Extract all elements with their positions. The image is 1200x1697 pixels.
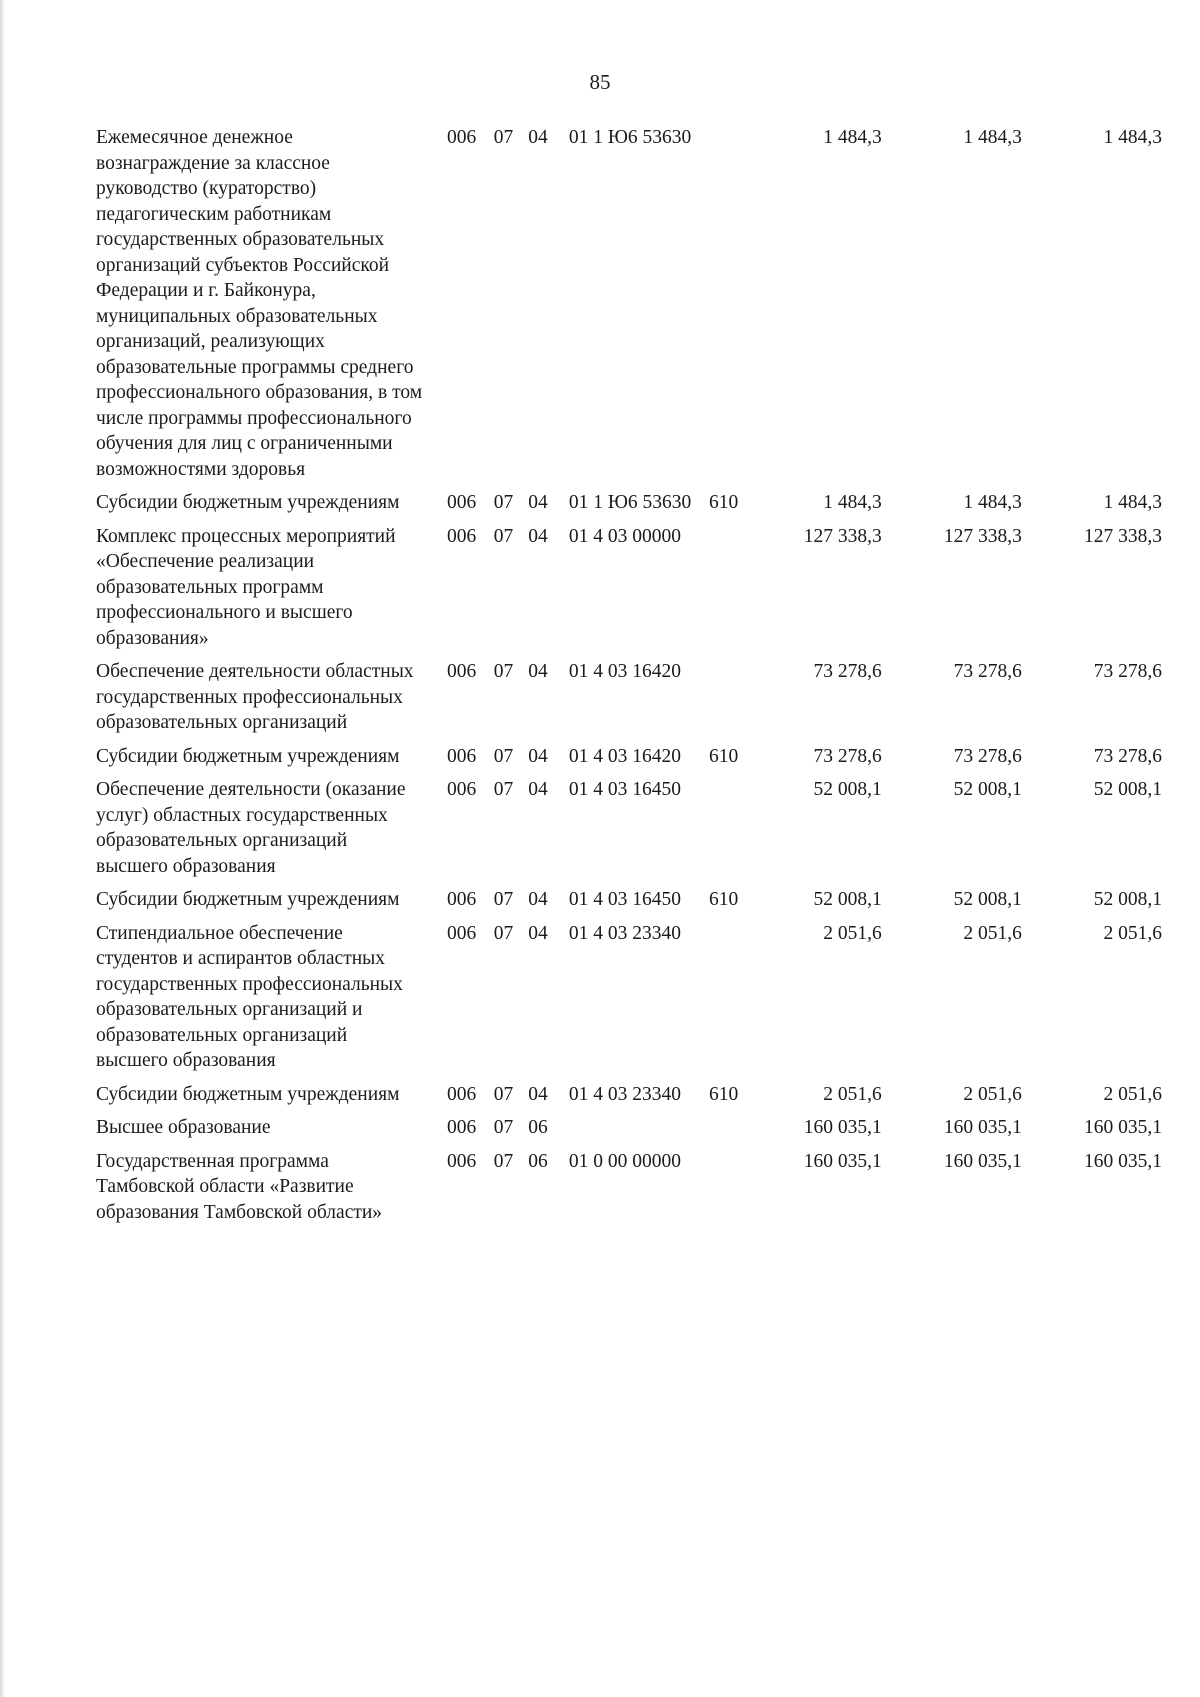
row-amount-year-3: 127 338,3 — [1084, 525, 1162, 547]
scan-edge-decoration — [0, 0, 5, 1697]
row-amount-year-2: 52 008,1 — [953, 889, 1022, 910]
row-subsection-code: 06 — [528, 1117, 548, 1138]
row-subsection-code: 04 — [528, 779, 548, 800]
row-amount-year-3: 1 484,3 — [1103, 492, 1162, 513]
table-row — [96, 1082, 1166, 1116]
row-subsection-code: 04 — [528, 525, 548, 547]
row-expense-type-code: 610 — [708, 492, 739, 513]
row-amount-year-2: 73 278,6 — [953, 745, 1022, 767]
table-row — [96, 1115, 1166, 1149]
row-ved-code: 006 — [447, 745, 477, 767]
row-amount-year-1: 160 035,1 — [803, 1150, 882, 1172]
row-amount-year-3: 160 035,1 — [1084, 1117, 1162, 1138]
table-row — [96, 777, 1166, 887]
table-row — [96, 659, 1166, 744]
row-expense-type-code — [697, 524, 746, 660]
row-amount-year-2: 1 484,3 — [963, 127, 1022, 148]
table-row — [96, 125, 1166, 490]
row-target-article-code: 01 1 Ю6 53630 — [568, 127, 692, 148]
row-amount-year-1: 73 278,6 — [813, 661, 882, 682]
row-expense-type-code: 610 — [708, 1083, 739, 1105]
row-amount-year-2: 52 008,1 — [953, 779, 1022, 800]
row-amount-year-1: 52 008,1 — [813, 779, 882, 800]
row-subsection-code: 04 — [528, 661, 548, 682]
row-ved-code: 006 — [447, 1083, 477, 1105]
row-section-code: 07 — [493, 492, 514, 513]
row-ved-code: 006 — [447, 922, 477, 944]
row-amount-year-2: 160 035,1 — [943, 1117, 1022, 1138]
table-row — [96, 524, 1166, 660]
table-row — [96, 1149, 1166, 1234]
row-ved-code: 006 — [447, 889, 477, 910]
row-name: Обеспечение деятельности областных государственных профессиональных образовательных организаций — [96, 661, 414, 733]
row-amount-year-3: 73 278,6 — [1093, 745, 1162, 767]
row-expense-type-code — [697, 921, 746, 1082]
row-section-code: 07 — [493, 1083, 514, 1105]
row-expense-type-code — [697, 1115, 746, 1149]
row-target-article-code: 01 4 03 23340 — [568, 1083, 681, 1105]
row-amount-year-2: 2 051,6 — [963, 922, 1022, 944]
row-subsection-code: 04 — [528, 889, 548, 910]
row-amount-year-3: 52 008,1 — [1093, 889, 1162, 910]
row-target-article-code — [557, 1115, 697, 1149]
row-section-code: 07 — [493, 127, 514, 148]
row-subsection-code: 06 — [528, 1150, 548, 1172]
row-amount-year-1: 127 338,3 — [803, 525, 882, 547]
row-amount-year-1: 73 278,6 — [813, 745, 882, 767]
budget-table — [96, 125, 1166, 1233]
row-target-article-code: 01 4 03 23340 — [568, 922, 681, 944]
row-name: Субсидии бюджетным учреждениям — [96, 492, 400, 513]
row-expense-type-code — [697, 125, 746, 490]
row-ved-code: 006 — [447, 661, 477, 682]
row-amount-year-3: 73 278,6 — [1093, 661, 1162, 682]
row-name: Субсидии бюджетным учреждениям — [96, 1083, 400, 1105]
row-ved-code: 006 — [447, 492, 477, 513]
row-expense-type-code — [697, 777, 746, 887]
row-amount-year-3: 160 035,1 — [1084, 1150, 1162, 1172]
row-subsection-code: 04 — [528, 492, 548, 513]
row-target-article-code: 01 4 03 16450 — [568, 889, 681, 910]
row-amount-year-2: 73 278,6 — [953, 661, 1022, 682]
row-expense-type-code: 610 — [708, 745, 739, 767]
table-row — [96, 744, 1166, 778]
row-expense-type-code: 610 — [708, 889, 739, 910]
row-section-code: 07 — [493, 745, 514, 767]
table-row — [96, 490, 1166, 524]
row-amount-year-2: 1 484,3 — [963, 492, 1022, 513]
row-section-code: 07 — [493, 779, 514, 800]
row-amount-year-3: 1 484,3 — [1103, 127, 1162, 148]
row-expense-type-code — [697, 659, 746, 744]
row-amount-year-3: 2 051,6 — [1103, 922, 1162, 944]
table-row — [96, 887, 1166, 921]
row-amount-year-2: 127 338,3 — [943, 525, 1022, 547]
row-section-code: 07 — [493, 661, 514, 682]
page-number: 85 — [589, 70, 611, 94]
row-amount-year-3: 2 051,6 — [1103, 1083, 1162, 1105]
row-target-article-code: 01 4 03 16420 — [568, 661, 681, 682]
row-ved-code: 006 — [447, 525, 477, 547]
row-ved-code: 006 — [447, 779, 477, 800]
row-amount-year-1: 2 051,6 — [823, 1083, 882, 1105]
row-amount-year-2: 160 035,1 — [943, 1150, 1022, 1172]
row-section-code: 07 — [493, 525, 514, 547]
row-target-article-code: 01 0 00 00000 — [568, 1150, 681, 1172]
row-name: Субсидии бюджетным учреждениям — [96, 745, 400, 767]
row-target-article-code: 01 4 03 00000 — [568, 525, 681, 547]
row-subsection-code: 04 — [528, 922, 548, 944]
row-amount-year-3: 52 008,1 — [1093, 779, 1162, 800]
row-subsection-code: 04 — [528, 745, 548, 767]
row-ved-code: 006 — [447, 1150, 477, 1172]
row-ved-code: 006 — [447, 1117, 477, 1138]
row-target-article-code: 01 1 Ю6 53630 — [568, 492, 692, 513]
row-target-article-code: 01 4 03 16450 — [568, 779, 681, 800]
row-name: Высшее образование — [96, 1117, 271, 1138]
row-name: Обеспечение деятельности (оказание услуг) областных государственных образовательных организаций высшего образования — [96, 779, 406, 877]
row-target-article-code: 01 4 03 16420 — [568, 745, 681, 767]
row-section-code: 07 — [493, 889, 514, 910]
row-amount-year-1: 1 484,3 — [823, 127, 882, 148]
row-ved-code: 006 — [447, 127, 477, 148]
row-amount-year-1: 2 051,6 — [823, 922, 882, 944]
row-name: Ежемесячное денежное вознаграждение за классное руководство (кураторство) педагогическим работникам государственных образовательных организаций субъектов Российской Федерации и г. Байконура, муниципальных образовательных организаций, реализующих образовательные программы среднего профессионального образования, в том числе программы профессионального обучения для лиц с ограниченными возможностями здоровья — [96, 127, 423, 480]
row-name: Комплекс процессных мероприятий «Обеспечение реализации образовательных программ профессионального и высшего образования» — [96, 525, 396, 649]
row-amount-year-1: 160 035,1 — [803, 1117, 882, 1138]
row-amount-year-1: 52 008,1 — [813, 889, 882, 910]
row-section-code: 07 — [493, 1117, 514, 1138]
table-row — [96, 921, 1166, 1082]
row-name: Стипендиальное обеспечение студентов и аспирантов областных государственных профессиональных образовательных организаций и образовательных организаций высшего образования — [96, 922, 403, 1071]
row-amount-year-2: 2 051,6 — [963, 1083, 1022, 1105]
row-name: Государственная программа Тамбовской области «Развитие образования Тамбовской области» — [96, 1150, 383, 1223]
row-subsection-code: 04 — [528, 127, 548, 148]
row-name: Субсидии бюджетным учреждениям — [96, 889, 400, 910]
row-expense-type-code — [697, 1149, 746, 1234]
row-amount-year-1: 1 484,3 — [823, 492, 882, 513]
row-subsection-code: 04 — [528, 1083, 548, 1105]
row-section-code: 07 — [493, 922, 514, 944]
budget-table-body — [96, 125, 1166, 1233]
row-section-code: 07 — [493, 1150, 514, 1172]
